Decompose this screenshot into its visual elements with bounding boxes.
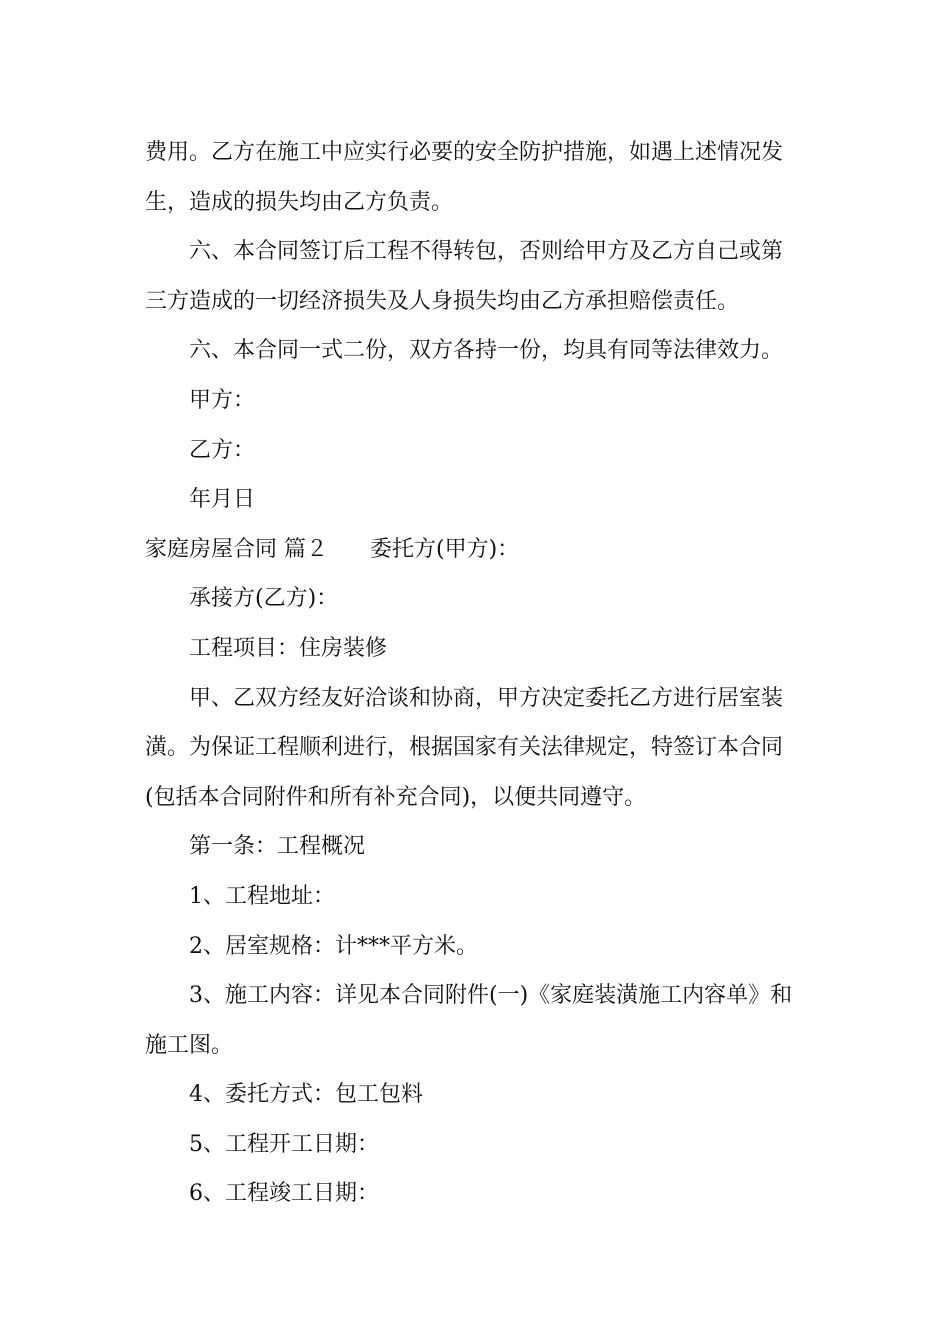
text-line: 六、本合同签订后工程不得转包，否则给甲方及乙方自己或第: [189, 239, 784, 265]
text-line: 六、本合同一式二份，双方各持一份，均具有同等法律效力。: [189, 338, 784, 364]
text-line: 潢。为保证工程顺利进行，根据国家有关法律规定，特签订本合同: [145, 735, 784, 761]
text-line: 施工图。: [145, 1032, 234, 1058]
text-line: (包括本合同附件和所有补充合同)，以便共同遵守。: [145, 784, 647, 810]
list-item: 1、工程地址：: [189, 883, 335, 909]
list-item: 3、施工内容：详见本合同附件(一)《家庭装潢施工内容单》和: [189, 983, 793, 1009]
text-line: 生，造成的损失均由乙方负责。: [145, 189, 454, 215]
date-label: 年月日: [189, 487, 256, 513]
party-a-signature-label: 甲方：: [189, 387, 256, 413]
text-line: 费用。乙方在施工中应实行必要的安全防护措施，如遇上述情况发: [145, 140, 784, 165]
list-item: 5、工程开工日期：: [189, 1131, 379, 1157]
project-name: 工程项目：住房装修: [189, 635, 388, 661]
text-line: 三方造成的一切经济损失及人身损失均由乙方承担赔偿责任。: [145, 288, 740, 314]
document-body: [145, 128, 810, 1219]
client-party-label: 委托方(甲方)：: [370, 536, 520, 562]
party-b-signature-label: 乙方：: [189, 437, 256, 463]
contractor-party-label: 承接方(乙方)：: [189, 586, 339, 612]
list-item: 2、居室规格：计***平方米。: [189, 933, 478, 959]
section-title: 家庭房屋合同 篇２: [145, 536, 328, 562]
section-heading-line: [145, 525, 810, 575]
list-item: 6、工程竣工日期：: [189, 1181, 379, 1207]
text-line: 甲、乙双方经友好洽谈和协商，甲方决定委托乙方进行居室装: [189, 685, 784, 711]
list-item: 4、委托方式：包工包料: [189, 1082, 423, 1108]
article-heading: 第一条：工程概况: [189, 834, 366, 860]
